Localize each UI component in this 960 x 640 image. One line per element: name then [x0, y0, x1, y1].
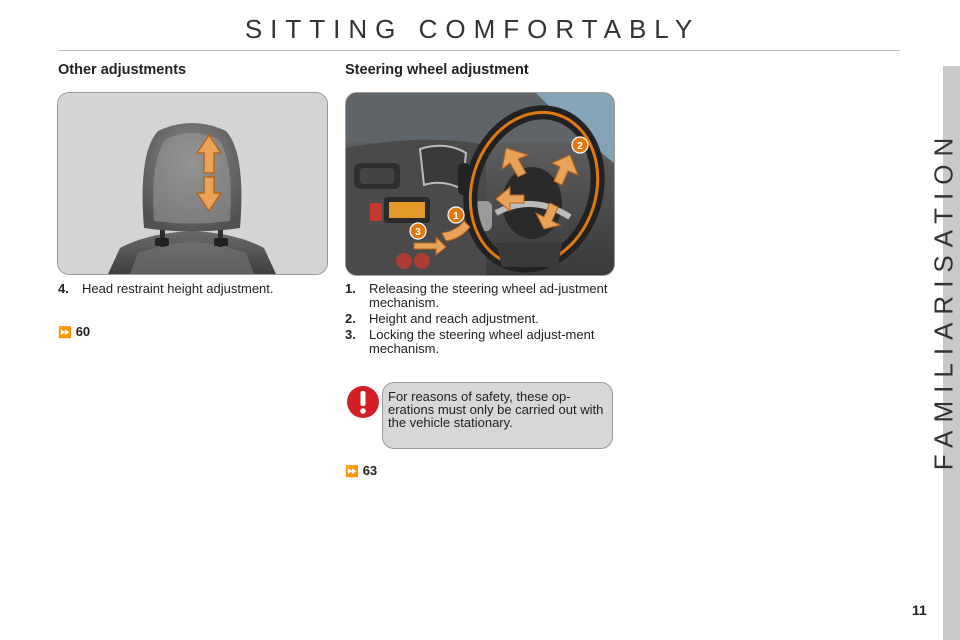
steering-adjustment-heading: Steering wheel adjustment	[345, 62, 529, 78]
callout-2-label: 2	[577, 141, 583, 152]
callout-1	[448, 207, 464, 223]
warning-exclamation-icon	[346, 385, 380, 419]
callout-2	[572, 137, 588, 153]
safety-warning	[346, 382, 613, 449]
list-item	[345, 282, 613, 310]
page-number: 11	[912, 602, 927, 618]
page-reference-arrow-icon: ⏩	[345, 466, 359, 478]
page-reference-arrow-icon: ⏩	[58, 327, 72, 339]
item-number: 1.	[345, 281, 356, 296]
item-number: 4.	[58, 281, 69, 296]
page-reference[interactable]	[58, 324, 90, 339]
callout-3-label: 3	[415, 227, 421, 238]
section-tab-label-wrap	[930, 100, 958, 500]
page-reference[interactable]	[345, 463, 377, 478]
item-number: 2.	[345, 311, 356, 326]
page-reference-number: 63	[362, 463, 378, 478]
warning-text: For reasons of safety, these op-erations must only be carried out with the vehicle stationary.	[388, 389, 604, 430]
headrest-illustration	[57, 92, 328, 275]
steering-wheel-drawing	[346, 93, 614, 275]
item-number: 3.	[345, 327, 356, 342]
list-item	[58, 282, 326, 296]
item-text: Head restraint height adjustment.	[82, 281, 274, 296]
callout-1-label: 1	[453, 211, 459, 222]
callout-3	[410, 223, 426, 239]
list-item	[345, 328, 613, 356]
title-divider	[58, 50, 900, 51]
item-text: Locking the steering wheel adjust-ment mechanism.	[369, 327, 595, 356]
headrest-drawing	[58, 93, 327, 274]
other-adjustments-heading: Other adjustments	[58, 62, 187, 78]
item-text: Releasing the steering wheel ad-justment mechanism.	[369, 281, 608, 310]
steering-wheel-illustration	[345, 92, 615, 276]
list-item	[345, 312, 613, 326]
page-reference-number: 60	[75, 324, 91, 339]
item-text: Height and reach adjustment.	[369, 311, 539, 326]
page-title: SITTING COMFORTABLY	[244, 14, 701, 44]
section-tab-label: FAMILIARISATION	[928, 129, 959, 471]
